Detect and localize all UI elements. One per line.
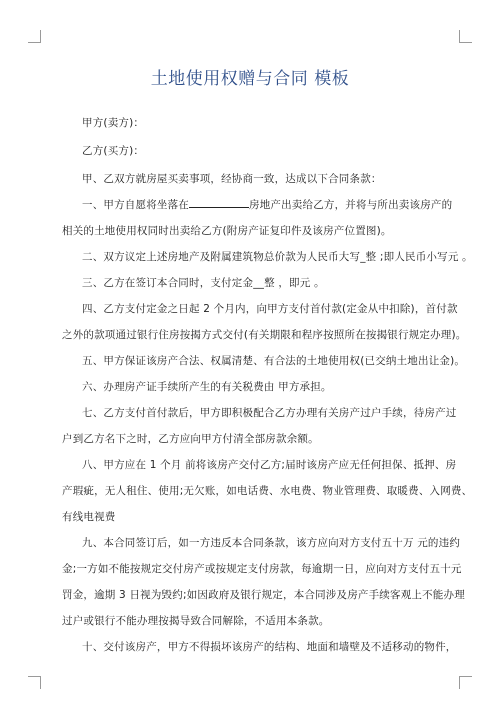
clause-9-line-2: 金;一方如不能按规定交付房产或按规定支付房款，每逾期一日，应向对方支付五十元 (62, 563, 462, 575)
party-b-line: 乙方(买方)： (82, 145, 145, 157)
clause-6: 六、办理房产证手续所产生的有关税费由 甲方承担。 (82, 381, 332, 393)
clause-1-line-2: 相关的土地使用权同时出卖给乙方(附房产证复印件及该房产位置图)。 (62, 225, 392, 237)
clause-8-line-1: 八、甲方应在 1 个月 前将该房产交付乙方;届时该房产应无任何担保、抵押、房 (82, 459, 457, 471)
clause-7-line-2: 户到乙方名下之时，乙方应向甲方付清全部房款余额。 (62, 433, 319, 445)
clause-8-line-2: 产瑕疵，无人租住、使用;无欠账，如电话费、水电费、物业管理费、取暖费、入网费、 (62, 485, 473, 497)
clause-1-part-1: 一、甲方自愿将坐落在 (82, 199, 189, 211)
clause-8-line-3: 有线电视费 (62, 511, 116, 523)
crop-mark-bottom-right (459, 676, 472, 689)
clause-10-line-1: 十、交付该房产，甲方不得损坏该房产的结构、地面和墙壁及不适移动的物件， (82, 641, 457, 653)
crop-mark-top-right (459, 30, 472, 43)
clause-9-line-4: 过户或银行不能办理按揭导致合同解除，不适用本条款。 (62, 615, 330, 627)
crop-mark-bottom-left (28, 676, 41, 689)
clause-4-line-1: 四、乙方支付定金之日起 2 个月内，向甲方支付首付款(定金从中扣除)，首付款 (82, 303, 458, 315)
clause-1-line-1 (62, 192, 453, 218)
document-body (62, 110, 473, 660)
clause-intro: 甲、乙双方就房屋买卖事项，经协商一致，达成以下合同条款： (82, 173, 382, 185)
clause-7-line-1: 七、乙方支付首付款后，甲方即积极配合乙方办理有关房产过户手续，待房产过 (82, 407, 457, 419)
document-title: 土地使用权赠与合同 模板 (150, 69, 350, 89)
clause-2: 二、双方议定上述房地产及附属建筑物总价款为人民币大写_整 ;即人民币小写元 。 (82, 251, 473, 263)
clause-3: 三、乙方在签订本合同时，支付定金__整 ，即元 。 (82, 277, 325, 289)
clause-4-line-2: 之外的款项通过银行住房按揭方式交付(有关期限和程序按照所在按揭银行规定办理)。 (62, 329, 467, 341)
crop-mark-top-left (28, 30, 41, 43)
address-blank (189, 195, 249, 208)
clause-1-part-2: 房地产出卖给乙方，并将与所出卖该房产的 (249, 199, 453, 211)
clause-5: 五、甲方保证该房产合法、权属清楚、有合法的土地使用权(已交纳土地出让金)。 (82, 355, 466, 367)
clause-9-line-3: 罚金，逾期 3 日视为毁约;如因政府及银行规定，本合同涉及房产手续客观上不能办理 (62, 589, 465, 601)
party-a-line: 甲方(卖方)： (82, 117, 145, 129)
clause-9-line-1: 九、本合同签订后，如一方违反本合同条款，该方应向对方支付五十万 元的违约 (82, 537, 461, 549)
